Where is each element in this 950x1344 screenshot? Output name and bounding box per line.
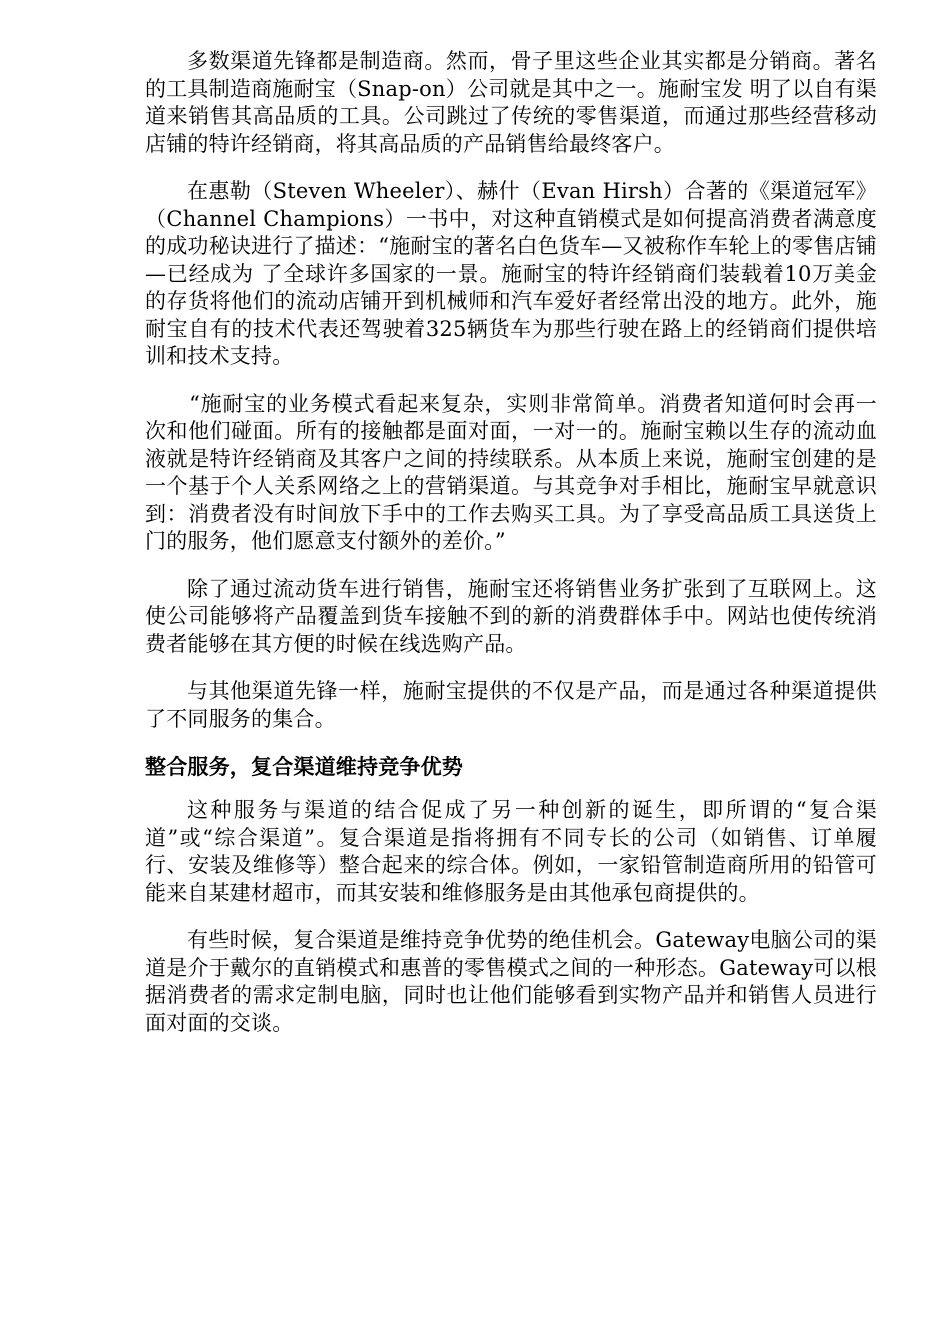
paragraph-snap-on-intro: 多数渠道先锋都是制造商。然而，骨子里这些企业其实都是分销商。著名的工具制造商施耐宝（Snap-on）公司就是其中之一。施耐宝发 明了以自有渠道来销售其高品质的工具。公司跳过了传统的零售渠道，而通过那些经营移动店铺的特许经销商，将其高品质的产品销售给最终客户。 — [145, 49, 877, 156]
paragraph-channel-champions: 在惠勒（Steven Wheeler）、赫什（Evan Hirsh）合著的《渠道冠军》（Channel Champions）一书中，对这种直销模式是如何提高消费者满意度的成功秘诀进行了描述：“施耐宝的著名白色货车—又被称作车轮上的零售店铺—已经成为 了全球许多国家的一景。施耐宝的特许经销商们装载着10万美金的存货将他们的流动店铺开到机械师和汽车爱好者经常出没的地方。此外，施耐宝自有的技术代表还驾驶着325辆货车为那些行驶在路上的经销商们提供培训和技术支持。 — [145, 179, 877, 368]
paragraph-gateway: 有些时候，复合渠道是维持竞争优势的绝佳机会。Gateway电脑公司的渠道是介于戴尔的直销模式和惠普的零售模式之间的一种形态。Gateway可以根据消费者的需求定制电脑，同时也让他们能够看到实物产品并和销售人员进行面对面的交谈。 — [145, 928, 877, 1035]
paragraph-internet-expansion: 除了通过流动货车进行销售，施耐宝还将销售业务扩张到了互联网上。这使公司能够将产品覆盖到货车接触不到的新的消费群体手中。网站也使传统消费者能够在其方便的时候在线选购产品。 — [145, 576, 877, 656]
paragraph-service-collection: 与其他渠道先锋一样，施耐宝提供的不仅是产品，而是通过各种渠道提供了不同服务的集合。 — [145, 679, 877, 731]
paragraph-business-model-quote: “施耐宝的业务模式看起来复杂，实则非常简单。消费者知道何时会再一次和他们碰面。所有的接触都是面对面，一对一的。施耐宝赖以生存的流动血液就是特许经销商及其客户之间的持续联系。从本质上来说，施耐宝创建的是一个基于个人关系网络之上的营销渠道。与其竞争对手相比，施耐宝早就意识 到：消费者没有时间放下手中的工作去购买工具。为了享受高品质工具送货上门的服务，他们愿意支付额外的差价。” — [145, 391, 877, 553]
section-heading: 整合服务，复合渠道维持竞争优势 — [145, 755, 463, 779]
paragraph-hybrid-channel: 这种服务与渠道的结合促成了另一种创新的诞生，即所谓的“复合渠道”或“综合渠道”。复合渠道是指将拥有不同专长的公司（如销售、订单履行、安装及维修等）整合起来的综合体。例如，一家铅管制造商所用的铅管可能来自某建材超市，而其安装和维修服务是由其他承包商提供的。 — [145, 798, 877, 905]
document-body — [145, 48, 877, 1057]
